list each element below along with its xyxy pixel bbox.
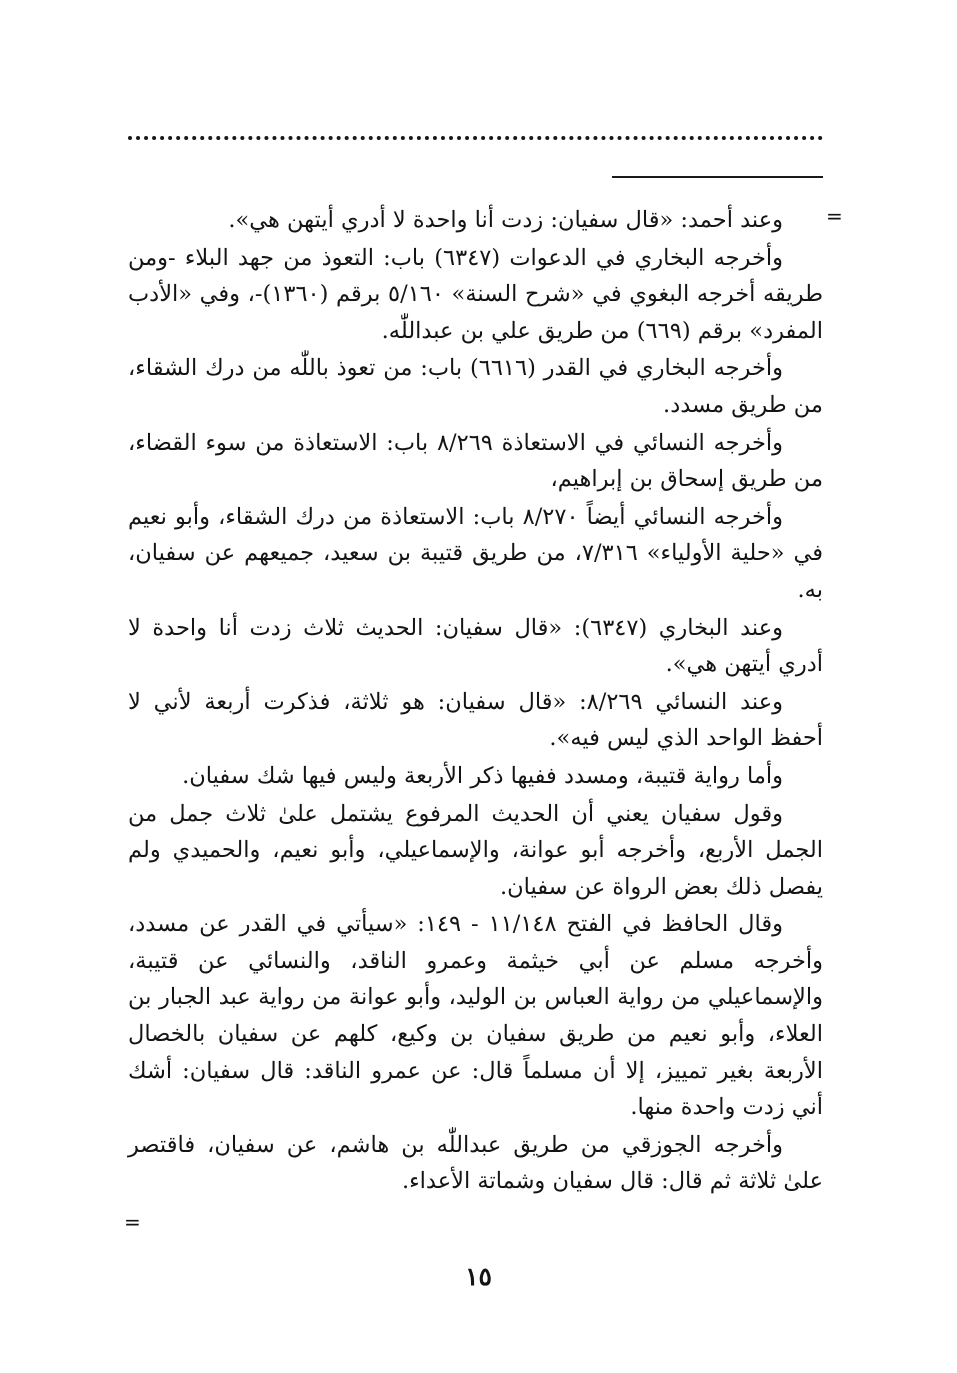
paragraph: وعند النسائي ٨/٢٦٩: «قال سفيان: هو ثلاثة، فذكرت أربعة لأني لا أحفظ الواحد الذي ليس فيه». <box>128 688 823 752</box>
paragraph: وأخرجه الجوزقي من طريق عبداللّٰه بن هاشم، عن سفيان، فاقتصر علىٰ ثلاثة ثم قال: قال سفيان وشماتة الأعداء. <box>128 1131 823 1195</box>
paragraph: وقال الحافظ في الفتح ١١/١٤٨ - ١٤٩: «سيأتي في القدر عن مسدد، وأخرجه مسلم عن أبي خيثمة وعمرو الناقد، والنسائي عن قتيبة، والإسماعيلي من رواية العباس بن الوليد، وأبو عوانة من رواية عبد الجبار بن العلاء، وأبو نعيم من طريق سفيان بن وكيع، كلهم عن سفيان بالخصال الأربعة بغير تمييز، إلا أن مسلماً قال: عن عمرو الناقد: قال سفيان: أشك أني زدت واحدة منها. <box>128 911 823 1121</box>
footnote-body <box>128 202 823 1201</box>
paragraph: وقول سفيان يعني أن الحديث المرفوع يشتمل علىٰ ثلاث جمل من الجمل الأربع، وأخرجه أبو عوانة، والإسماعيلي، وأبو نعيم، والحميدي ولم يفصل ذلك بعض الرواة عن سفيان. <box>128 800 823 900</box>
page-number: ١٥ <box>465 1262 492 1291</box>
paragraph: وعند أحمد: «قال سفيان: زدت أنا واحدة لا أدري أيتهن هي». <box>228 207 783 233</box>
paragraph: وأخرجه البخاري في الدعوات (٦٣٤٧) باب: التعوذ من جهد البلاء -ومن طريقه أخرجه البغوي في «شرح السنة» ٥/١٦٠ برقم (١٣٦٠)-، وفي «الأدب المفرد» برقم (٦٦٩) من طريق علي بن عبداللّٰه. <box>128 244 823 344</box>
dotted-separator <box>128 136 823 140</box>
paragraph: وأما رواية قتيبة، ومسدد ففيها ذكر الأربعة وليس فيها شك سفيان. <box>182 762 783 789</box>
paragraph: وأخرجه النسائي أيضاً ٨/٢٧٠ باب: الاستعاذة من درك الشقاء، وأبو نعيم في «حلية الأولياء» ٧/٣١٦، من طريق قتيبة بن سعيد، جميعهم عن سفيان، به. <box>128 503 823 603</box>
paragraph: وأخرجه النسائي في الاستعاذة ٨/٢٦٩ باب: الاستعاذة من سوء القضاء، من طريق إسحاق بن إبراهيم، <box>128 429 823 493</box>
continuation-mark-bottom: = <box>124 1210 141 1234</box>
paragraph: وعند البخاري (٦٣٤٧): «قال سفيان: الحديث ثلاث زدت أنا واحدة لا أدري أيتهن هي». <box>128 614 823 678</box>
footnote-rule <box>612 176 823 178</box>
paragraph: وأخرجه البخاري في القدر (٦٦١٦) باب: من تعوذ باللّٰه من درك الشقاء، من طريق مسدد. <box>128 355 823 418</box>
continuation-mark-top: = <box>826 204 843 228</box>
